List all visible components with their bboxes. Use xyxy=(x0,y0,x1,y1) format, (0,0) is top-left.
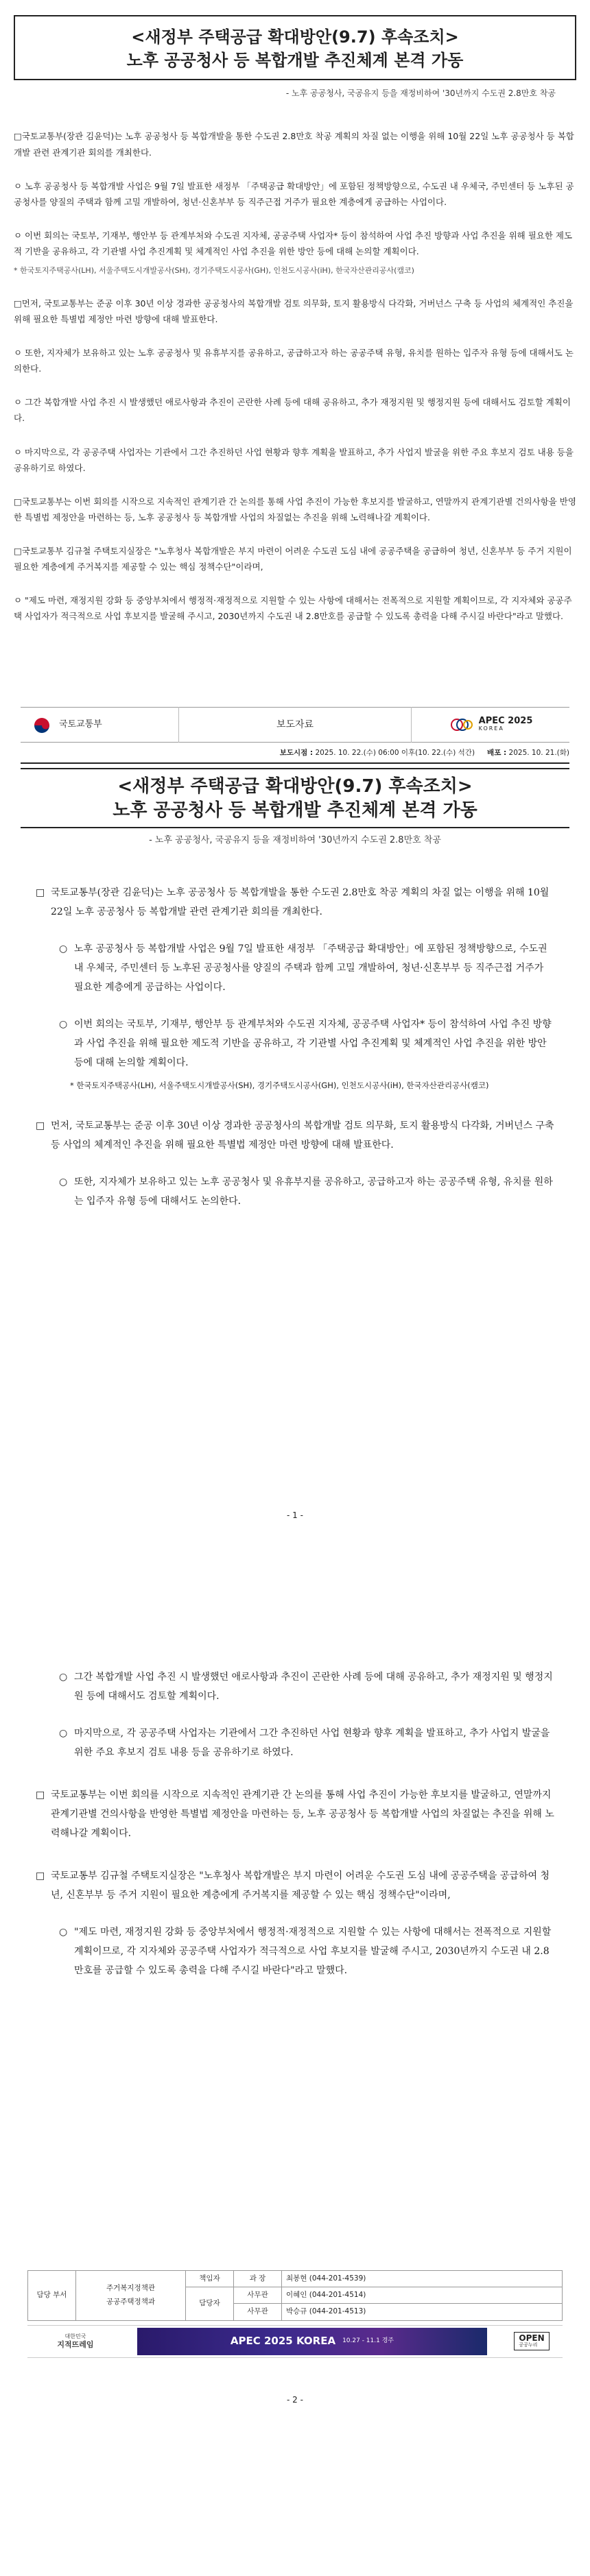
government-emblem-icon xyxy=(32,714,52,735)
dept-label: 담당 부서 xyxy=(28,2270,76,2320)
release-label: 보도시점 : xyxy=(279,748,314,757)
article-paragraph: □국토교통부는 이번 회의를 시작으로 지속적인 관계기관 간 논의를 통해 사업 추진이 가능한 후보지를 발굴하고, 연말까지 관계기관별 건의사항을 반영한 특별법 제정안을 마련하는 등, 노후 공공청사 등 복합개발 사업의 차질없는 추진을 위해 노력해나갈 계획이다. xyxy=(14,496,576,522)
press-paragraph: □ 먼저, 국토교통부는 준공 이후 30년 이상 경과한 공공청사의 복합개발 검토 의무화, 토지 활용방식 다각화, 거버넌스 구축 등 사업의 체계적인 추진을 위해 필요한 특별법 제정안 마련 방향에 대해 발표한다. xyxy=(36,1116,554,1155)
press-footnote: * 한국토지주택공사(LH), 서울주택도시개발공사(SH), 경기주택도시공사(GH), 인천도시공사(iH), 한국자산관리공사(캠코) xyxy=(70,1081,489,1091)
article-paragraph: □국토교통부 김규철 주택토지실장은 "노후청사 복합개발은 부지 마련이 어려운 수도권 도심 내에 공공주택을 공급하여 청년, 신혼부부 등 주거 지원이 필요한 계층에게 주거복지를 제공할 수 있는 핵심 정책수단"이라며, xyxy=(14,546,572,573)
apec-text xyxy=(479,717,533,732)
press-paragraph: □ 국토교통부는 이번 회의를 시작으로 지속적인 관계기관 간 논의를 통해 사업 추진이 가능한 후보지를 발굴하고, 연말까지 관계기관별 건의사항을 반영한 특별법 제정안을 마련하는 등, 노후 공공청사 등 복합개발 사업의 차질없는 추진을 위해 노력해나갈 계획이다. xyxy=(36,1785,554,1843)
article-paragraph: ㅇ 노후 공공청사 등 복합개발 사업은 9월 7일 발표한 새정부 「주택공급 확대방안」에 포함된 정책방향으로, 수도권 내 우체국, 주민센터 등 노후된 공공청사를 양질의 주택과 함께 고밀 개발하여, 청년·신혼부부 등 직주근접 거주가 필요한 계층에게 공급하는 사업이다. xyxy=(14,180,574,207)
apec-logo-icon xyxy=(449,714,475,735)
distribute-label: 배포 : xyxy=(487,748,507,757)
press-paragraph: □ 국토교통부 김규철 주택토지실장은 "노후청사 복합개발은 부지 마련이 어려운 수도권 도심 내에 공공주택을 공급하여 청년, 신혼부부 등 주거 지원이 필요한 계층에게 주거복지를 제공할 수 있는 핵심 정책수단"이라며, xyxy=(36,1866,554,1905)
circle-bullet-icon: ○ xyxy=(59,1176,68,1188)
article-paragraph: □국토교통부(장관 김윤덕)는 노후 공공청사 등 복합개발을 통한 수도권 2.8만호 착공 계획의 차질 없는 이행을 위해 10월 22일 노후 공공청사 등 복합개발 관련 관계기관 회의를 개최한다. xyxy=(14,131,574,158)
circle-bullet-icon: ○ xyxy=(59,943,68,955)
press-paragraph: ○ "제도 마련, 재정지원 강화 등 중앙부처에서 행정적·재정적으로 지원할 수 있는 사항에 대해서는 전폭적으로 지원할 계획이므로, 각 지자체와 공공주택 사업자가 적극적으로 사업 후보지를 발굴해 주시고, 2030년까지 수도권 내 2.8만호를 공급할 수 있도록 총력을 다해 주시길 바란다"라고 말했다. xyxy=(36,1923,554,1980)
press-title-line2: 노후 공공청사 등 복합개발 추진체계 본격 가동 xyxy=(113,800,477,821)
article-paragraph: □먼저, 국토교통부는 준공 이후 30년 이상 경과한 공공청사의 복합개발 검토 의무화, 토지 활용방식 다각화, 거버넌스 구축 등 사업의 체계적인 추진을 위해 필요한 특별법 제정안 마련 방향에 대해 발표한다. xyxy=(14,298,574,324)
contact-person: 최봉현 (044-201-4539) xyxy=(282,2270,563,2287)
square-bullet-icon: □ xyxy=(36,1789,45,1801)
circle-bullet-icon: ○ xyxy=(59,1671,68,1683)
press-paragraph: ○ 마지막으로, 각 공공주택 사업자는 기관에서 그간 추진하던 사업 현황과 향후 계획을 발표하고, 추가 사업지 발굴을 위한 주요 후보지 검토 내용 등을 공유하기로 하였다. xyxy=(36,1724,554,1762)
apec-banner: APEC 2025 KOREA 10.27 - 11.1 경주 xyxy=(137,2328,487,2355)
press-release-page-1 xyxy=(21,707,569,1533)
slogan-logo: 대한민국 지적뜨레임 xyxy=(57,2333,94,2349)
apec-label: APEC 2025 xyxy=(478,716,533,727)
article-paragraph: ㅇ 또한, 지자체가 보유하고 있는 노후 공공청사 및 유휴부지를 공유하고, 공급하고자 하는 공공주택 유형, 유치를 원하는 입주자 유형 등에 대해서도 논의한다. xyxy=(14,348,574,374)
apec-country: KOREA xyxy=(478,725,504,732)
page-number: - 2 - xyxy=(287,2395,303,2405)
distribute-value: 2025. 10. 21.(화) xyxy=(508,748,569,757)
role-staff: 담당자 xyxy=(186,2287,234,2320)
press-paragraph: ○ 그간 복합개발 사업 추진 시 발생했던 애로사항과 추진이 곤란한 사례 등에 대해 공유하고, 추가 재정지원 및 행정지원 등에 대해서도 검토할 계획이다. xyxy=(36,1668,554,1706)
article-title-line1: <새정부 주택공급 확대방안(9.7) 후속조치> xyxy=(131,27,459,47)
apec-block xyxy=(412,714,569,735)
press-body-page1 xyxy=(21,849,569,1211)
circle-bullet-icon: ○ xyxy=(59,1727,68,1739)
article-title-box xyxy=(14,15,576,80)
square-bullet-icon: □ xyxy=(36,1120,45,1131)
article-paragraph: ㅇ "제도 마련, 재정지원 강화 등 중앙부처에서 행정적·재정적으로 지원할 수 있는 사항에 대해서는 전폭적으로 지원할 계획이므로, 각 지자체와 공공주택 사업자가 적극적으로 사업 후보지를 발굴해 주시고, 2030년까지 수도권 내 2.8만호를 공급할 수 있도록 총력을 다해 주시길 바란다"라고 말했다. xyxy=(14,595,572,622)
role-header: 책임자 xyxy=(186,2270,234,2287)
square-bullet-icon: □ xyxy=(36,1870,45,1881)
dept-name: 주거복지정책관 공공주택정책과 xyxy=(76,2270,186,2320)
footer-band xyxy=(27,2325,563,2358)
article-paragraph: ㅇ 마지막으로, 각 공공주택 사업자는 기관에서 그간 추진하던 사업 현황과 향후 계획을 발표하고, 추가 사업지 발굴을 위한 주요 후보지 검토 내용 등을 공유하기로 하였다. xyxy=(14,446,574,473)
press-paragraph: ○ 또한, 지자체가 보유하고 있는 노후 공공청사 및 유휴부지를 공유하고, 공급하고자 하는 공공주택 유형, 유치를 원하는 입주자 유형 등에 대해서도 논의한다. xyxy=(36,1172,554,1211)
press-paragraph: ○ 노후 공공청사 등 복합개발 사업은 9월 7일 발표한 새정부 「주택공급 확대방안」에 포함된 정책방향으로, 수도권 내 우체국, 주민센터 등 노후된 공공청사를 양질의 주택과 함께 고밀 개발하여, 청년·신혼부부 등 직주근접 거주가 필요한 계층에게 공급하는 사업이다. xyxy=(36,939,554,997)
contact-table: 담당 부서 주거복지정책관 공공주택정책과 책임자 과 장 최봉현 (044-201-4539) 담당자 사무관 이혜인 (044-201-4514) 사무관 박승규 (044-201-4513) xyxy=(27,2270,563,2321)
doc-type: 보도자료 xyxy=(178,707,412,743)
press-paragraph: □ 국토교통부(장관 김윤덕)는 노후 공공청사 등 복합개발을 통한 수도권 2.8만호 착공 계획의 차질 없는 이행을 위해 10월 22일 노후 공공청사 등 복합개발 관련 관계기관 회의를 개최한다. xyxy=(36,883,554,922)
article-subtitle: - 노후 공공청사, 국공유지 등을 재정비하여 '30년까지 수도권 2.8만호 착공 xyxy=(285,88,556,99)
press-release-page-2 xyxy=(21,1561,569,2418)
open-license-badge: OPEN 공공누리 xyxy=(501,2332,563,2350)
ministry-name: 국토교통부 xyxy=(59,719,102,730)
article-paragraph: ㅇ 그간 복합개발 사업 추진 시 발생했던 애로사항과 추진이 곤란한 사례 등에 대해 공유하고, 추가 재정지원 및 행정지원 등에 대해서도 검토할 계획이다. xyxy=(14,397,571,424)
press-subtitle: - 노후 공공청사, 국공유지 등을 재정비하여 '30년까지 수도권 2.8만호 착공 xyxy=(149,835,441,846)
page-number: - 1 - xyxy=(287,1510,303,1521)
ministry-block xyxy=(21,714,178,735)
press-body-page2 xyxy=(21,1561,569,1980)
release-value: 2025. 10. 22.(수) 06:00 이후(10. 22.(수) 석간) xyxy=(315,748,475,757)
press-title-box xyxy=(21,768,569,828)
square-bullet-icon: □ xyxy=(36,887,45,899)
press-header xyxy=(21,707,569,743)
circle-bullet-icon: ○ xyxy=(59,1926,68,1938)
circle-bullet-icon: ○ xyxy=(59,1019,68,1031)
article-paragraph: ㅇ 이번 회의는 국토부, 기재부, 행안부 등 관계부처와 수도권 지자체, 공공주택 사업자* 등이 참석하여 사업 추진 방향과 사업 추진을 위해 필요한 제도적 기반을 공유하고, 각 기관별 사업 추진계획 및 체계적인 사업 추진을 위한 방안 등에 대해 논의할 계획이다. xyxy=(14,230,573,256)
contact-person: 박승규 (044-201-4513) xyxy=(282,2304,563,2320)
press-paragraph: ○ 이번 회의는 국토부, 기재부, 행안부 등 관계부처와 수도권 지자체, 공공주택 사업자* 등이 참석하여 사업 추진 방향과 사업 추진을 위해 필요한 제도적 기반을 공유하고, 각 기관별 사업 추진계획 및 체계적인 사업 추진을 위한 방안 등에 대해 논의할 계획이다. xyxy=(36,1015,554,1072)
article-title-line2: 노후 공공청사 등 복합개발 추진체계 본격 가동 xyxy=(126,50,464,70)
contact-person: 이혜인 (044-201-4514) xyxy=(282,2287,563,2303)
article-body xyxy=(14,128,576,624)
article-footnote: * 한국토지주택공사(LH), 서울주택도시개발공사(SH), 경기주택도시공사(GH), 인천도시공사(iH), 한국자산관리공사(캠코) xyxy=(14,266,414,276)
press-title-line1: <새정부 주택공급 확대방안(9.7) 후속조치> xyxy=(117,775,473,797)
embargo-line xyxy=(21,747,569,764)
